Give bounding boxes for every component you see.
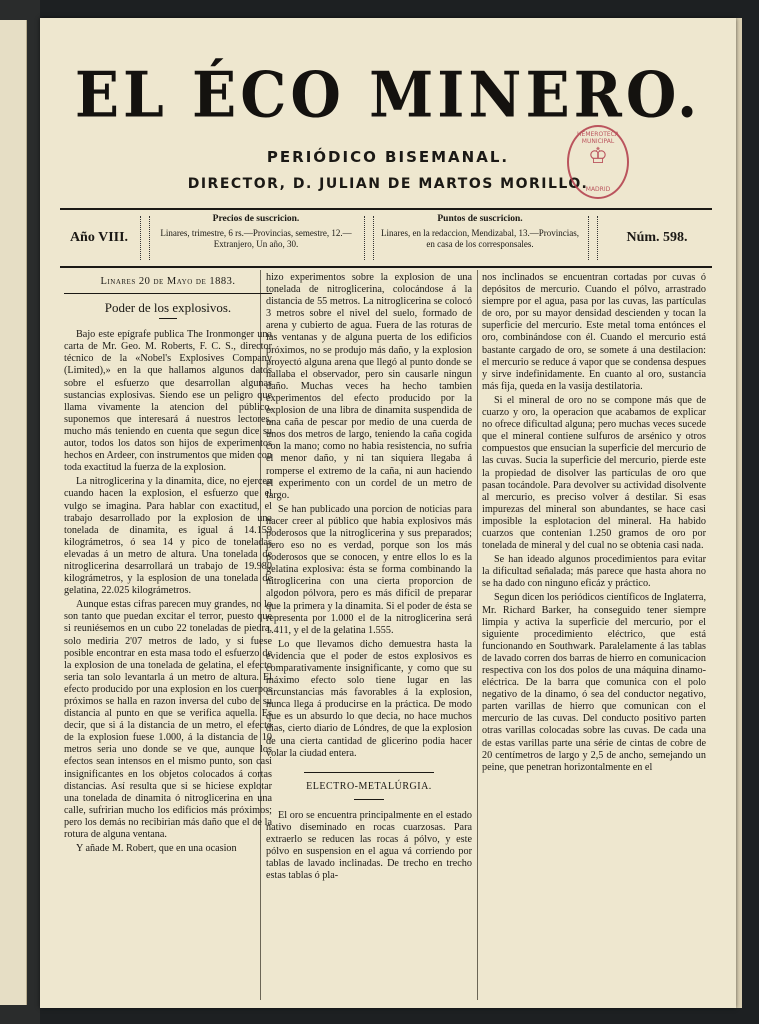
section-title: ELECTRO-METALÚRGIA. (306, 780, 432, 792)
subscription-prices-heading: Precios de suscricion. (212, 214, 300, 224)
stamp-text-top: HEMEROTECA MUNICIPAL (577, 131, 619, 145)
section-rule (304, 772, 434, 773)
previous-page-edge (0, 20, 27, 1005)
subscription-prices (152, 210, 360, 270)
newspaper-page (40, 18, 736, 1008)
divider (588, 216, 598, 260)
library-stamp (567, 125, 629, 199)
issue-number: Núm. 598. (626, 230, 688, 245)
section-rule (354, 799, 384, 800)
paragraph: Se han ideado algunos procedimientos para evitar la dificultad señalada; más parece que hasta ahora no se ha dado con ninguno eficáz y práctico. (482, 554, 706, 590)
column-3 (482, 272, 706, 776)
masthead-director: DIRECTOR, D. JULIAN DE MARTOS MORILLO. (187, 176, 589, 192)
paragraph: La nitroglicerina y la dinamita, dice, no ejercen cuando hacen la explosion, el esfuerzo que el vulgo se imagina. Para hablar con exactitud, el trabajo desarrollado por la explosion de una tonelada de dinamita, es igual á 14.159 kilográmetros, ó sea 14 y pico de toneladas elevadas á un metro de altura. Una tonelada de nitroglicerina desarrollará un trabajo de 19.980 kilográmetros, y la esplosion de una tonelada de gelatina, 22.025 kilográmetros. (64, 476, 272, 597)
column-2 (266, 272, 472, 884)
subscription-points (376, 210, 584, 270)
paragraph: Segun dicen los periódicos científicos de Inglaterra, Mr. Richard Barker, ha conseguido tener siempre limpia y activa la superficie del mercurio, por el siguiente procedimiento eléctrico, que está funcionando en Southwark. Paralelamente á las tablas de lavado corren dos barras de hierro en comunicacion respectiva con los dos polos de una máquina dinamo-eléctrica. De la barra que comunica con el polo negativo de la dinamo, ó sea del conductor negativo, parten varillas de hierro que comunican con el mercurio de las cuvas. Del conducto positivo parten otras varillas colocadas sobre las cuvas. De cada una de estas varillas parte una série de cintas de cobre de 20 centímetros de largo y 2,5 de ancho, semejando un peine, que penetran horizontalmente en el (482, 592, 706, 773)
column-1 (64, 272, 272, 857)
paragraph: hizo experimentos sobre la explosion de una tonelada de nitroglicerina, colocándose á la distancia de 55 metros. La nitroglicerina se colocó 3 metros sobre el nivel del suelo, formado de arena y cubierto de agua. Fuera de las roturas de las ventanas y de alguna puerta de los edificios próximos, no se produjo más daño, y la explosion proyectó alguna arena que llegó al punto donde se hallaba el observador, pero sin causarle ningun daño. Muchas veces ha hecho tambien experimentos del efecto producido por la explosion de una libra de dinamita suspendida de una caña de pescar por medio de una cuerda de unos dos metros de largo, teniendo la caña cogida con la mano; como no habia resistencia, no sufria el menor daño, y ni tan siquiera llegaba á romperse el extremo de la caña, ni aun haciendo el experimento con un cordel de un metro de largo. (266, 272, 472, 501)
issue-year: Año VIII. (69, 230, 129, 245)
crown-icon: ♔ (588, 143, 608, 168)
paragraph: Y añade M. Robert, que en una ocasion (76, 843, 237, 855)
divider (140, 216, 150, 260)
info-bar (60, 208, 712, 268)
subscription-points-text: Linares, en la redaccion, Mendizabal, 13.—Provincias, en casa de los corresponsales. (381, 228, 579, 249)
divider (364, 216, 374, 260)
column-rule (477, 270, 478, 1000)
subscription-prices-text: Linares, trimestre, 6 rs.—Provincias, semestre, 12.—Extranjero, Un año, 30. (160, 228, 352, 249)
masthead-title: EL ÉCO MINERO. (74, 58, 702, 132)
page-edge-right (736, 18, 742, 1008)
paragraph: Se han publicado una porcion de noticias para hacer creer al público que habia explosivos más poderosos que la nitroglicerina y sus preparados; pero eso no es verdad, porque son los más poderosos que se conocen, y entre ellos lo es la gelatina explosiva: ésta se forma combinando la nitroglicerina con una cierta proporcion de algodon pólvora, pero es más difícil de preparar que la primera y la dinamita. Si el poder de ésta se representa por 1.000 el de la nitroglicerina será 1.411, y el de la gelatina 1.555. (266, 503, 472, 636)
paragraph: Lo que llevamos dicho demuestra hasta la evidencia que el poder de estos explosivos es comparativamente insignificante, y como que su máximo efecto solo tiene lugar en las circunstancias más favorables á la explosion, nunca llega á producirse en la práctica. De modo que es un absurdo lo que decia, no hace muchos dias, cierto diario de Lóndres, de que la explosion de una cierta cantidad de glicerino podia hacer volar la ciudad entera. (266, 638, 472, 759)
paragraph: nos inclinados se encuentran cortadas por cuvas ó depósitos de mercurio. Cuando el pólvo, arrastrado siempre por el agua, pasa por las cuvas, las partículas de oro, por su mayor densidad descienden y tocan la superficie del mercurio. Este metal toma entónces el oro, combinándose con él. Cuando el mercurio está bastante cargado de oro, se somete á una destilacion: el mercurio se reduce á vapor que se condensa despues y sirve indefinidamente. En cuanto al oro, sustancia más fija, queda en la vasija destilatoria. (482, 272, 706, 392)
masthead-subtitle: PERIÓDICO BISEMANAL. (266, 148, 510, 166)
article-title: Poder de los explosivos. (104, 300, 232, 316)
title-rule (159, 318, 177, 319)
paragraph: El oro se encuentra principalmente en el estado nativo diseminado en rocas cuarzosas. Para extraerlo se reducen las rocas á pólvo, y este pólvo en suspension en el agua vá corriendo por tablas de lavado inclinadas. De trecho en trecho estas tablas ó pla- (266, 809, 472, 882)
paragraph: Aunque estas cifras parecen muy grandes, no lo son tanto que puedan excitar el terror, puesto que si reuniésemos en un cubo 22 toneladas de piedra, solo mediria 2'07 metros de lado, y si fuese posible encontrar en esta masa todo el esfuerzo de la explosion de una tonelada de gelatina, el efecto seria tan solo levantarla á un metro de altura. El efecto producido por una explosion en los cuerpos próximos se halla en razon inversa del cubo de su distancia al punto en que se verifica aquella. Es decir, que si á la distancia de un metro, el efecto de la explosion fuese 1.000, á la distancia de 10 metros seria uno donde se ve que, aunque los efectos sean intensos en el mismo punto, son casi insignificantes en los objetos colocados á cortas distancias. Así resulta que si se hiciese explotar una tonelada de dinamita ó nitroglicerina en una calle, sufririan mucho los edificios más próximos; pero los demás no recibirian más daño que el de la rotura de alguna ventana. (64, 599, 272, 841)
stamp-text-bottom: MADRID (585, 186, 611, 193)
paragraph: Si el mineral de oro no se compone más que de cuarzo y oro, la operacion que acabamos de explicar no ofrece dificultad alguna; pero muchas veces sucede que el mineral contiene sulfuros de arsénico y otros compuestos que ensucian la superficie del mercurio de las cuvas. Sucia la superficie del mercurio, pierde este la propiedad de disolver las partículas de oro que pasan tocándole. Para devolver su actividad disolvente al mercurio, es preciso volver á destilar. Si esas impurezas del mineral son abundantes, se hace casi imposible la esplotacion del mineral. Ha habido cuarzos que contenian 1.250 gramos de oro por tonelada de mineral y del cual no se obtenia casi nada. (482, 394, 706, 552)
dateline: Linares 20 de Mayo de 1883. (64, 276, 272, 294)
paragraph: Bajo este epígrafe publica The Ironmonger una carta de Mr. Geo. M. Roberts, F. C. S., director técnico de la «Nobel's Explosives Company (Limited),» en la que hallamos algunos datos sobre el esfuerzo que desarrollan algunas sustancias explosivas. Siendo ese un peligro que llama vivamente la atencion del público, suponemos que interesará á nuestros lectores, mucho más teniendo en cuenta que segun dice su autor, todos los datos son hijos de experimentos hechos en Ardeer, con instrumentos que miden con toda exactitud la fuerza de la explosion. (64, 329, 272, 474)
subscription-points-heading: Puntos de suscricion. (437, 214, 523, 224)
